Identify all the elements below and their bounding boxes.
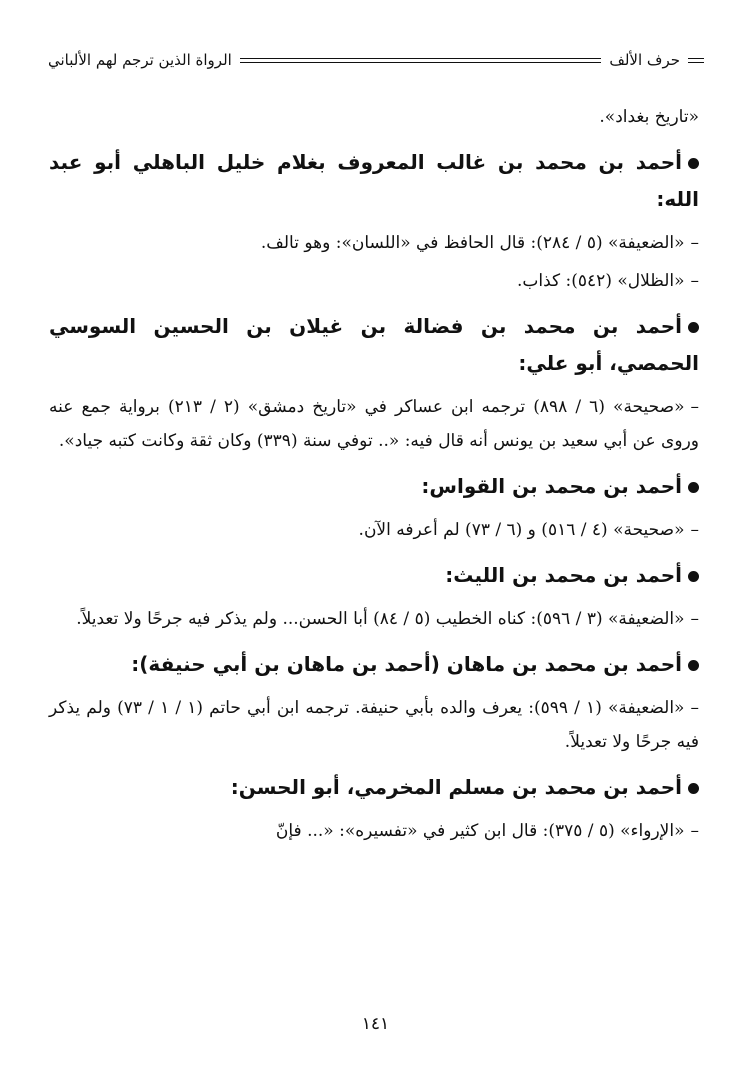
intro-line: «تاريخ بغداد».: [599, 107, 699, 127]
bullet-icon: [688, 660, 699, 671]
entry-item: [49, 814, 699, 848]
running-header: [48, 48, 704, 72]
entry-title: [49, 557, 699, 594]
entry-title: [49, 769, 699, 806]
header-letter: حرف الألف: [609, 51, 680, 69]
entry-title: [49, 468, 699, 505]
entry-item-text: «الإرواء» (٥ / ٣٧٥): قال ابن كثير في «تفسيره»: «... فإنّ: [275, 821, 685, 841]
entry-title-text: أحمد بن محمد بن ماهان (أحمد بن ماهان بن أبي حنيفة):: [131, 652, 682, 676]
narrator-entry: [49, 557, 699, 636]
entry-item-text: «الضعيفة» (٥ / ٢٨٤): قال الحافظ في «اللسان»: وهو تالف.: [260, 233, 685, 253]
dash-marker: –: [690, 821, 699, 841]
entry-title-text: أحمد بن محمد بن فضالة بن غيلان بن الحسين السوسي الحمصي، أبو علي:: [49, 314, 699, 375]
narrator-entry: [49, 308, 699, 458]
dash-marker: –: [690, 698, 699, 718]
entry-title-text: أحمد بن محمد بن القواس:: [421, 474, 682, 498]
bullet-icon: [688, 571, 699, 582]
dash-marker: –: [690, 271, 699, 291]
dash-marker: –: [690, 609, 699, 629]
narrator-entry: [49, 144, 699, 298]
entry-item-text: «صحيحة» (٦ / ٨٩٨) ترجمه ابن عساكر في «تاريخ دمشق» (٢ / ٢١٣) برواية جمع عنه وروى عن أبي سعيد بن يونس أنه قال فيه: «.. توفي سنة (٣٣٩) وكان ثقة وكانت كتبه جياد».: [49, 397, 699, 451]
entry-title-text: أحمد بن محمد بن مسلم المخرمي، أبو الحسن:: [230, 775, 682, 799]
header-rule: [240, 58, 602, 63]
entry-title: [49, 646, 699, 683]
page-content: [49, 100, 699, 848]
narrator-entry: [49, 646, 699, 759]
entry-title-text: أحمد بن محمد بن الليث:: [445, 563, 682, 587]
header-dash: [688, 58, 704, 63]
entry-item: [49, 602, 699, 636]
entry-title: [49, 144, 699, 218]
entry-title-text: أحمد بن محمد بن غالب المعروف بغلام خليل الباهلي أبو عبد الله:: [49, 150, 699, 211]
narrator-entry: [49, 468, 699, 547]
narrator-entry: [49, 769, 699, 848]
page-number: ١٤١: [361, 1014, 390, 1034]
entry-item-text: «الظلال» (٥٤٢): كذاب.: [516, 271, 685, 291]
header-subject: الرواة الذين ترجم لهم الألباني: [48, 51, 232, 69]
entry-item: [49, 264, 699, 298]
entry-item-text: «الضعيفة» (٣ / ٥٩٦): كناه الخطيب (٥ / ٨٤) أبا الحسن... ولم يذكر فيه جرحًا ولا تعديلاً.: [76, 609, 685, 629]
entry-title: [49, 308, 699, 382]
bullet-icon: [688, 783, 699, 794]
entry-item-text: «الضعيفة» (١ / ٥٩٩): يعرف والده بأبي حنيفة. ترجمه ابن أبي حاتم (١ / ١ / ٧٣) ولم يذكر فيه جرحًا ولا تعديلاً.: [49, 698, 699, 752]
entry-item: [49, 513, 699, 547]
dash-marker: –: [690, 233, 699, 253]
dash-marker: –: [690, 397, 699, 417]
entry-item: [49, 691, 699, 759]
entry-item-text: «صحيحة» (٤ / ٥١٦) و (٦ / ٧٣) لم أعرفه الآن.: [358, 520, 685, 540]
bullet-icon: [688, 322, 699, 333]
dash-marker: –: [690, 520, 699, 540]
bullet-icon: [688, 158, 699, 169]
entry-item: [49, 226, 699, 260]
bullet-icon: [688, 482, 699, 493]
entry-item: [49, 390, 699, 458]
